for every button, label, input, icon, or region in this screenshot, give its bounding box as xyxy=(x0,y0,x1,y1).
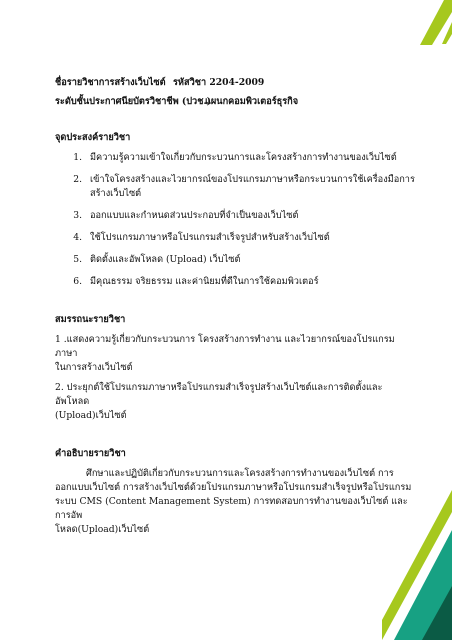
description-line-2: ออกแบบเว็บไซต์ การสร้างเว็บไซต์ด้วยโปรแกรมภาษาหรือโปรแกรมสำเร็จรูปหรือโปรแกรม xyxy=(55,482,412,493)
objective-number: 4. xyxy=(73,232,82,243)
level-header-row xyxy=(55,95,415,109)
objective-item xyxy=(55,151,415,165)
objectives-list xyxy=(55,151,415,289)
department: แผนกคอมพิวเตอร์ธุรกิจ xyxy=(205,96,299,107)
document-content xyxy=(55,76,415,543)
competency-item-2-line-2: (Upload)เว็บไซต์ xyxy=(55,410,127,421)
objective-number: 6. xyxy=(73,276,82,287)
description-paragraph xyxy=(55,467,415,537)
objectives-title: จุดประสงค์รายวิชา xyxy=(55,132,131,143)
objective-text-line: ติดตั้งและอัพโหลด (Upload) เว็บไซต์ xyxy=(90,254,241,265)
objective-number: 3. xyxy=(73,210,82,221)
course-header-row xyxy=(55,76,415,90)
objective-text-line: เข้าใจโครงสร้างและไวยากรณ์ของโปรแกรมภาษาหรือกระบวนการใช้เครื่องมือการ xyxy=(90,174,415,185)
objective-text-line: ออกแบบและกำหนดส่วนประกอบที่จำเป็นของเว็บไซต์ xyxy=(90,210,299,221)
objective-text-line: ใช้โปรแกรมภาษาหรือโปรแกรมสำเร็จรูปสำหรับสร้างเว็บไซต์ xyxy=(90,232,330,243)
objective-number: 1. xyxy=(73,152,82,163)
objective-number: 5. xyxy=(73,254,82,265)
objective-text-line: มีความรู้ความเข้าใจเกี่ยวกับกระบวนการและโครงสร้างการทำงานของเว็บไซต์ xyxy=(90,152,397,163)
description-line-1: ศึกษาและปฏิบัติเกี่ยวกับกระบวนการและโครงสร้างการทำงานของเว็บไซต์ การ xyxy=(86,468,394,479)
objective-item xyxy=(55,253,415,267)
objective-text-line: มีคุณธรรม จริยธรรม และค่านิยมที่ดีในการใช้คอมพิวเตอร์ xyxy=(90,276,319,287)
objective-text xyxy=(88,209,298,223)
objective-item xyxy=(55,275,415,289)
objective-text xyxy=(88,253,240,267)
competency-item-1 xyxy=(55,333,415,375)
objective-text xyxy=(88,173,415,201)
education-level: ระดับชั้นประกาศนียบัตรวิชาชีพ (ปวช.) xyxy=(55,96,211,107)
competency-item-1-line-1: 1 .แสดงความรู้เกี่ยวกับกระบวนการ โครงสร้างการทำงาน และไวยากรณ์ของโปรแกรมภาษา xyxy=(55,334,395,359)
corner-decoration-top xyxy=(392,0,452,55)
course-name: ชื่อรายวิชาการสร้างเว็บไซต์ xyxy=(55,77,166,88)
objective-item xyxy=(55,173,415,201)
description-line-4: โหลด(Upload)เว็บไซต์ xyxy=(55,524,150,535)
competency-title: สมรรถนะรายวิชา xyxy=(55,314,126,325)
description-title: คำอธิบายรายวิชา xyxy=(55,448,126,459)
description-line-3: ระบบ CMS (Content Management System) การทดสอบการทำงานของเว็บไซต์ และการอัพ xyxy=(55,496,408,521)
objective-text-line: สร้างเว็บไซต์ xyxy=(90,188,142,199)
objective-text xyxy=(88,151,397,165)
objective-item xyxy=(55,231,415,245)
competency-item-2 xyxy=(55,381,415,423)
objective-item xyxy=(55,209,415,223)
objective-text xyxy=(88,275,319,289)
competency-item-2-line-1: 2. ประยุกต์ใช้โปรแกรมภาษาหรือโปรแกรมสำเร็จรูปสร้างเว็บไซต์และการติดตั้งและอัพโหลด xyxy=(55,382,383,407)
objective-number: 2. xyxy=(73,174,82,185)
course-code: รหัสวิชา 2204-2009 xyxy=(173,77,265,88)
objective-text xyxy=(88,231,330,245)
competency-item-1-line-2: ในการสร้างเว็บไซต์ xyxy=(55,362,133,373)
